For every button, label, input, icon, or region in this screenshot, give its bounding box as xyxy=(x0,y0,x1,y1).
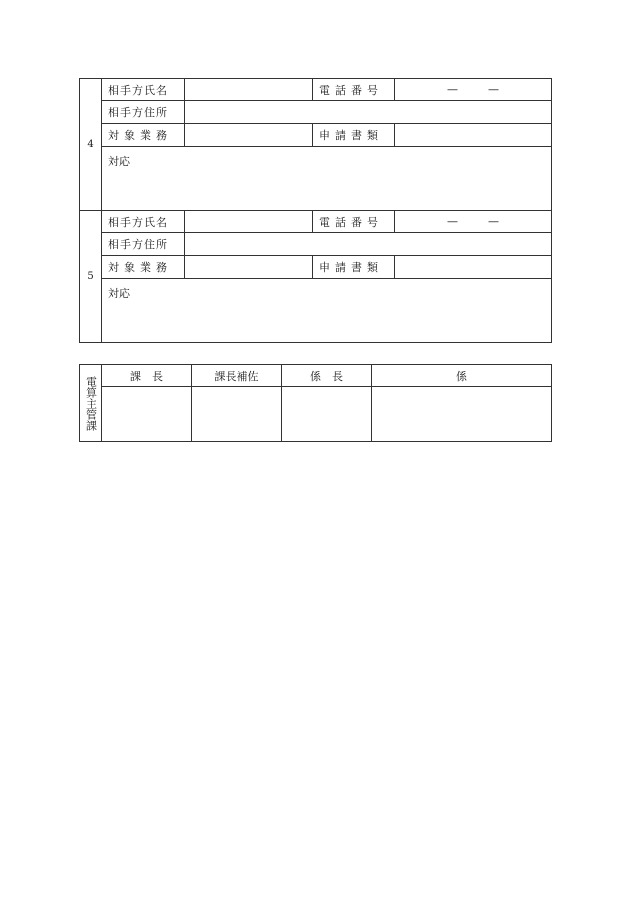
documents-label: 申請書類 xyxy=(313,124,395,147)
address-label: 相手方住所 xyxy=(102,101,185,124)
documents-field[interactable] xyxy=(395,256,552,279)
documents-field[interactable] xyxy=(395,124,552,147)
response-field[interactable] xyxy=(102,279,552,343)
approval-stamp-section-chief[interactable] xyxy=(102,387,192,442)
approval-stamp-table xyxy=(79,364,552,442)
phone-field[interactable] xyxy=(395,79,552,101)
name-field[interactable] xyxy=(185,211,313,233)
contact-records-table xyxy=(79,78,552,343)
response-field[interactable] xyxy=(102,147,552,211)
approval-header-staff: 係 xyxy=(372,365,552,387)
name-field[interactable] xyxy=(185,79,313,101)
business-field[interactable] xyxy=(185,256,313,279)
response-label: 対応 xyxy=(108,287,130,300)
name-label: 相手方氏名 xyxy=(102,79,185,101)
business-field[interactable] xyxy=(185,124,313,147)
approval-header-subsection-chief: 係 長 xyxy=(282,365,372,387)
approval-stamp-subsection-chief[interactable] xyxy=(282,387,372,442)
approval-stamp-deputy-chief[interactable] xyxy=(192,387,282,442)
business-label: 対象業務 xyxy=(102,256,185,279)
phone-dash: — xyxy=(447,83,458,96)
business-label: 対象業務 xyxy=(102,124,185,147)
phone-dash: — xyxy=(488,83,499,96)
record-number: 4 xyxy=(80,79,102,211)
address-field[interactable] xyxy=(185,233,552,256)
record-number: 5 xyxy=(80,211,102,343)
address-field[interactable] xyxy=(185,101,552,124)
approval-header-deputy-chief: 課長補佐 xyxy=(192,365,282,387)
phone-field[interactable] xyxy=(395,211,552,233)
phone-label: 電話番号 xyxy=(313,79,395,101)
documents-label: 申請書類 xyxy=(313,256,395,279)
approval-stamp-staff[interactable] xyxy=(372,387,552,442)
approval-header-section-chief: 課 長 xyxy=(102,365,192,387)
phone-dash: — xyxy=(488,215,499,228)
response-label: 対応 xyxy=(108,155,130,168)
phone-dash: — xyxy=(447,215,458,228)
dept-label: 電算主管課 xyxy=(80,365,102,442)
phone-label: 電話番号 xyxy=(313,211,395,233)
address-label: 相手方住所 xyxy=(102,233,185,256)
name-label: 相手方氏名 xyxy=(102,211,185,233)
